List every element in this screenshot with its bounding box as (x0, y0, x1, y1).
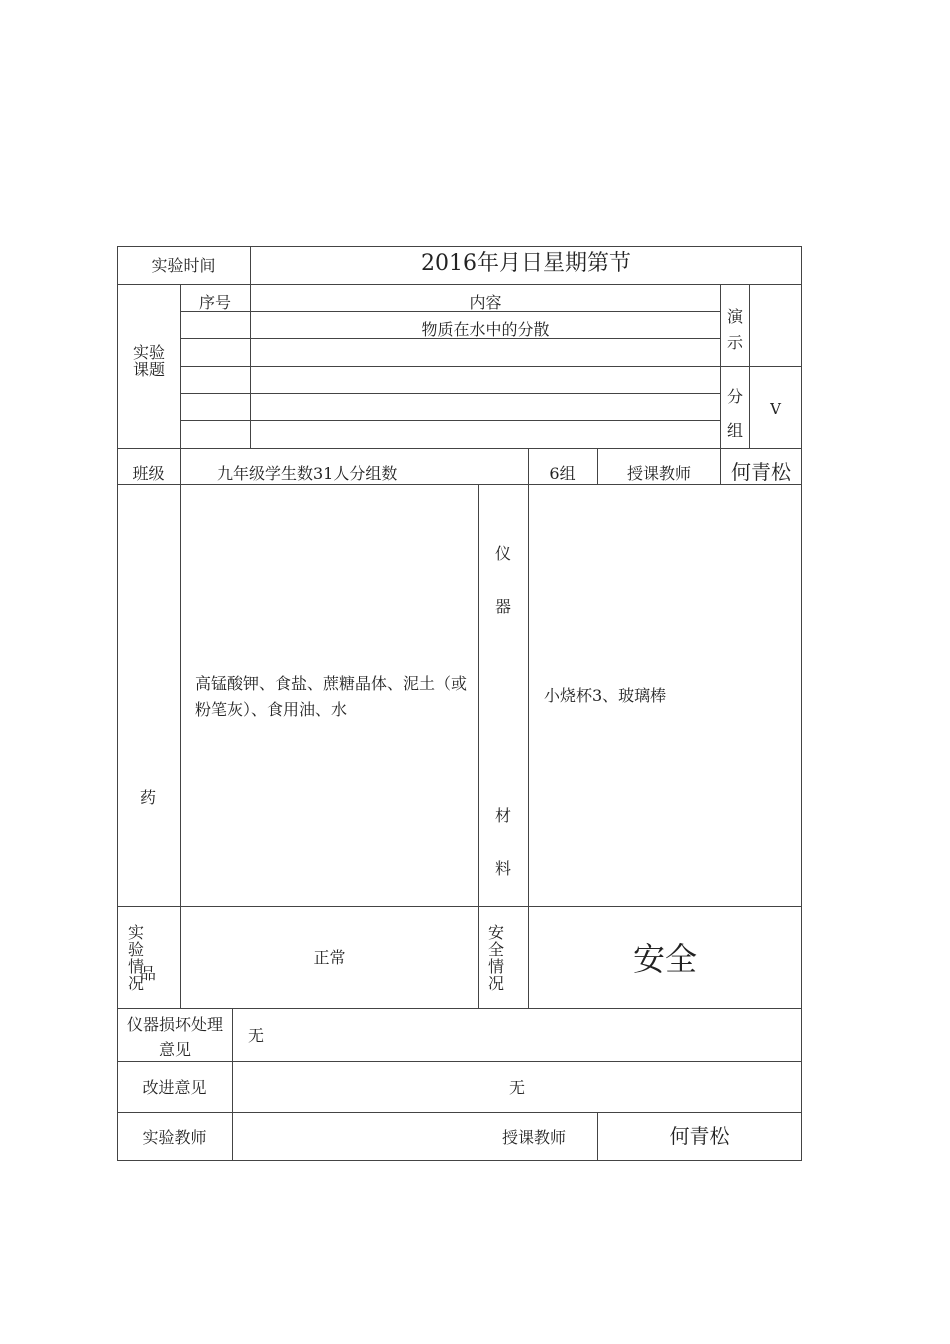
group-label: 分组 (726, 387, 743, 440)
demo-label: 演示 (726, 307, 743, 352)
rule (180, 448, 181, 484)
topic-row-1: 物质在水中的分散 (421, 320, 550, 339)
rule (117, 246, 802, 247)
content-header: 内容 (469, 293, 502, 312)
time-value: 2016年月日星期第节 (421, 251, 631, 276)
safety-situation-value: 安全 (632, 940, 697, 978)
rule (117, 906, 802, 907)
rule (720, 284, 721, 448)
topic-label: 实验课题 (132, 343, 165, 379)
damage-value: 无 (248, 1026, 265, 1045)
group-count: 6组 (549, 464, 576, 483)
experiment-situation-label: 实验情况 (127, 923, 144, 993)
rule (180, 366, 802, 367)
footer-teacher-name: 何青松 (669, 1124, 730, 1148)
rule (180, 393, 720, 394)
rule (117, 246, 118, 1161)
class-text: 九年级学生数31人分组数 (217, 464, 398, 483)
instruments-label-bottom: 材料 (494, 806, 511, 878)
rule (749, 284, 750, 448)
improve-label: 改进意见 (142, 1078, 207, 1097)
time-label: 实验时间 (151, 256, 216, 275)
damage-label: 仪器损坏处理意见 (126, 1015, 223, 1059)
instruments-label-top: 仪器 (494, 544, 511, 616)
improve-value: 无 (508, 1078, 525, 1097)
experiment-record-form (117, 246, 802, 1161)
group-mark: V (770, 400, 781, 418)
rule (801, 246, 802, 1161)
class-label: 班级 (132, 464, 165, 483)
instruments-text: 小烧杯3、玻璃棒 (544, 686, 667, 705)
rule (117, 448, 802, 449)
rule (478, 484, 479, 1008)
rule (117, 1112, 802, 1113)
rule (180, 484, 181, 1008)
reagents-label: 药品 (139, 788, 156, 983)
rule (117, 484, 802, 485)
rule (117, 284, 802, 285)
reagents-text: 高锰酸钾、食盐、蔗糖晶体、泥土（或粉笔灰）、食用油、水 (195, 674, 468, 719)
exp-teacher-label: 实验教师 (142, 1128, 207, 1147)
seq-header: 序号 (198, 293, 231, 312)
safety-situation-label: 安全情况 (487, 923, 504, 993)
teacher-name: 何青松 (731, 460, 791, 484)
teacher-label: 授课教师 (626, 464, 691, 483)
rule (180, 420, 720, 421)
experiment-situation-value: 正常 (313, 948, 346, 967)
rule (117, 1160, 802, 1161)
footer-teacher-label: 授课教师 (502, 1128, 567, 1147)
rule (117, 1008, 802, 1009)
rule (528, 484, 529, 1008)
